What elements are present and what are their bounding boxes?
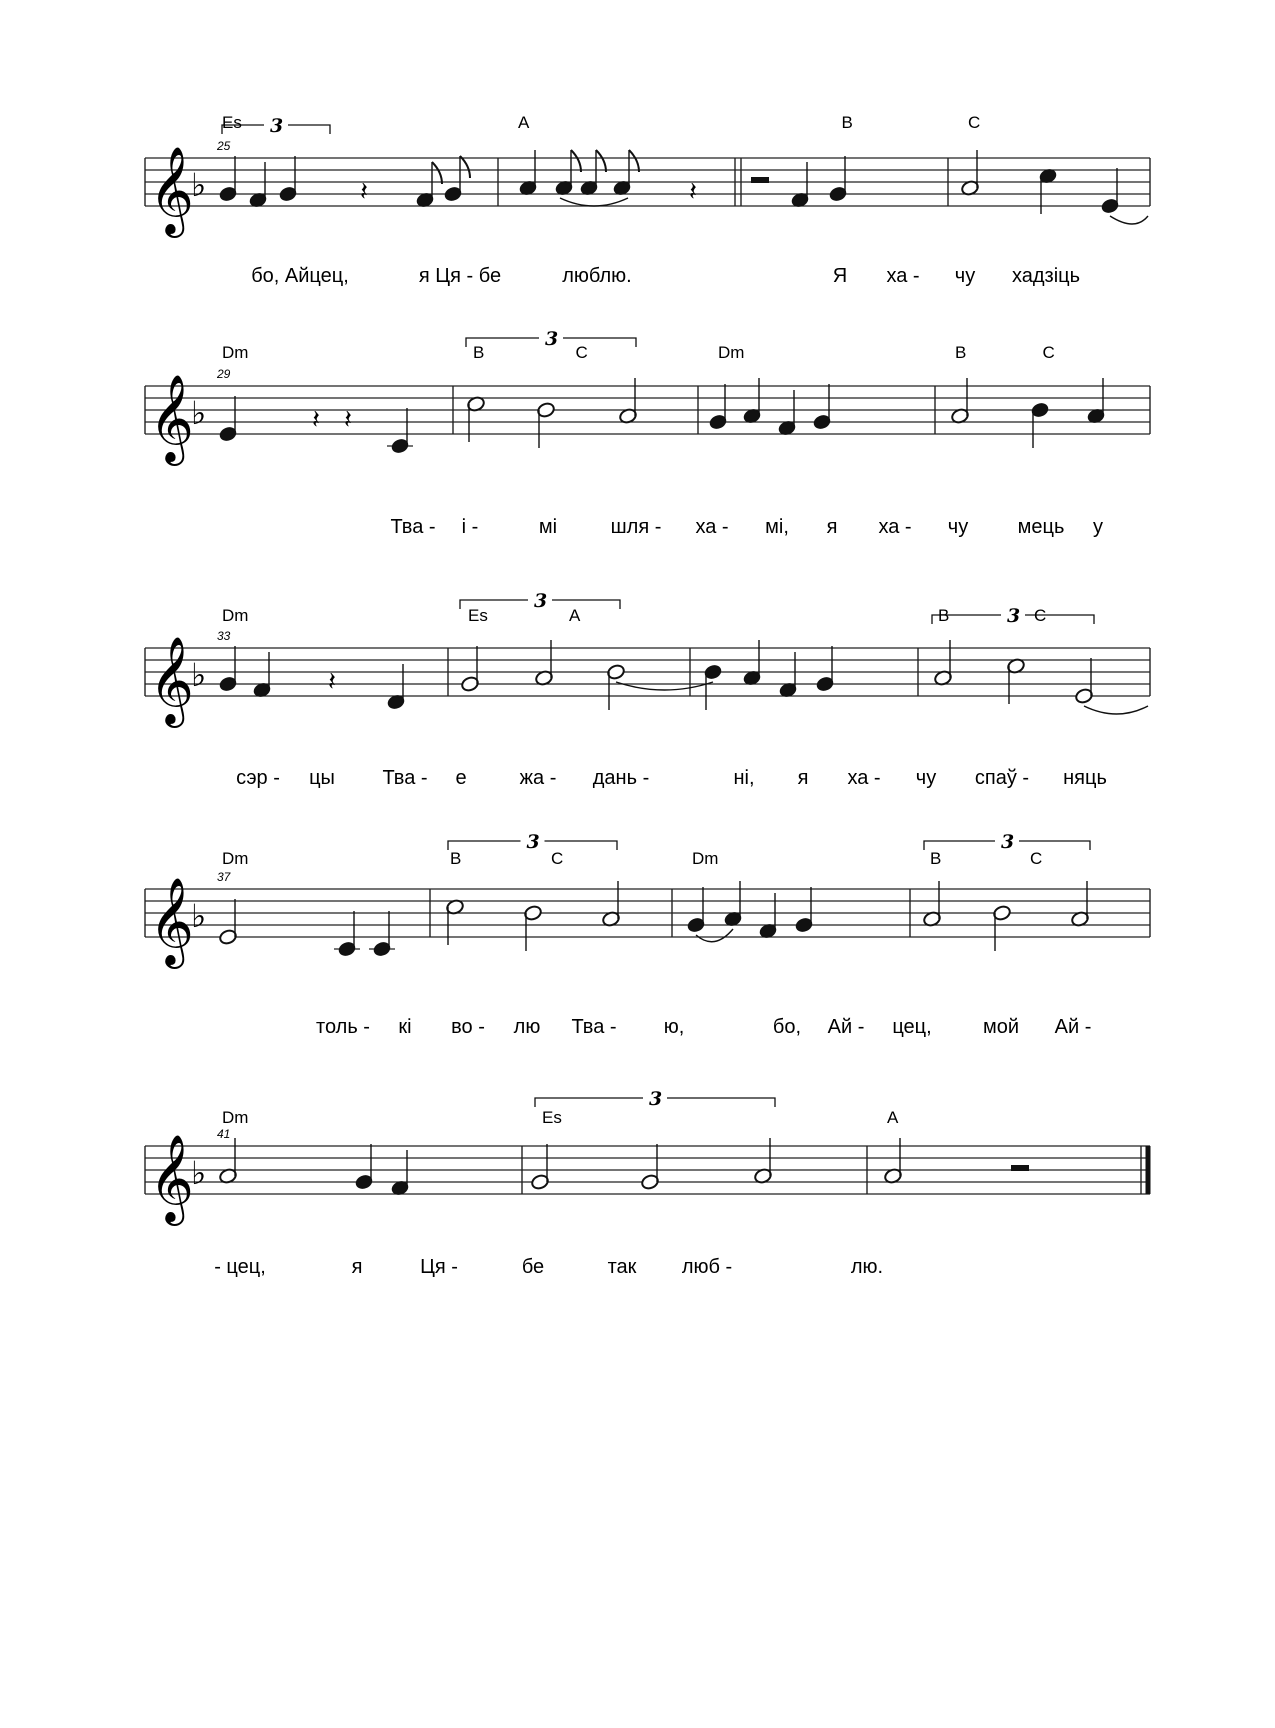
lyric-syllable: дань - bbox=[592, 767, 650, 789]
chord-symbol: Es bbox=[222, 113, 242, 132]
half-rest bbox=[751, 177, 769, 183]
chord-symbol: C bbox=[1030, 849, 1043, 868]
chord-symbol: Dm bbox=[222, 343, 249, 362]
flat-key-signature: ♭ bbox=[191, 1154, 207, 1192]
chord-symbol: C bbox=[575, 343, 588, 362]
chord-symbol: B bbox=[841, 113, 853, 132]
lyric-syllable: во - bbox=[451, 1016, 485, 1038]
tuplet-label: 3 bbox=[534, 590, 548, 612]
chord-symbol: B bbox=[955, 343, 967, 362]
tie-slur bbox=[560, 198, 628, 206]
tie-slur bbox=[1110, 216, 1148, 224]
chord-symbol: A bbox=[569, 606, 581, 625]
lyric-syllable: чу bbox=[915, 767, 937, 789]
quarter-rest: 𝄽 bbox=[360, 177, 368, 207]
lyric-syllable: лю bbox=[513, 1016, 541, 1038]
lyric-syllable: цы bbox=[309, 767, 335, 789]
chord-symbol: A bbox=[518, 113, 530, 132]
lyric-syllable: сэр - bbox=[236, 767, 280, 789]
treble-clef: 𝄞 bbox=[149, 1133, 194, 1222]
lyric-syllable: - цец, bbox=[214, 1256, 266, 1278]
quarter-rest: 𝄽 bbox=[689, 177, 697, 207]
chord-symbol: Dm bbox=[222, 606, 249, 625]
note-flag bbox=[629, 150, 639, 172]
tie-slur bbox=[696, 929, 733, 942]
chord-symbol: C bbox=[1042, 343, 1055, 362]
measure-number: 25 bbox=[217, 139, 231, 153]
lyric-syllable: люблю. bbox=[562, 265, 632, 287]
lyric-syllable: жа - bbox=[519, 767, 557, 789]
note-flag bbox=[596, 150, 606, 172]
lyric-syllable: мі bbox=[538, 516, 558, 538]
note-flag bbox=[460, 156, 470, 178]
lyric-syllable: мець bbox=[1017, 516, 1065, 538]
half-rest bbox=[1011, 1165, 1029, 1171]
quarter-rest: 𝄽 bbox=[344, 405, 352, 435]
chord-symbol: C bbox=[968, 113, 981, 132]
quarter-rest: 𝄽 bbox=[328, 667, 336, 697]
tuplet-label: 3 bbox=[1001, 831, 1015, 853]
lyric-syllable: няць bbox=[1063, 767, 1107, 789]
measure-number: 29 bbox=[217, 367, 231, 381]
flat-key-signature: ♭ bbox=[191, 394, 207, 432]
lyric-syllable: мі, bbox=[765, 516, 789, 538]
lyric-syllable: Ай - bbox=[827, 1016, 865, 1038]
chord-symbol: B bbox=[930, 849, 942, 868]
chord-symbol: B bbox=[450, 849, 462, 868]
treble-clef: 𝄞 bbox=[149, 635, 194, 724]
lyric-syllable: бе bbox=[521, 1256, 545, 1278]
lyric-syllable: Ця - bbox=[420, 1256, 458, 1278]
chord-symbol: Dm bbox=[718, 343, 745, 362]
lyric-syllable: бо, bbox=[772, 1016, 802, 1038]
tuplet-label: 3 bbox=[270, 115, 284, 137]
lyric-syllable: ха - bbox=[695, 516, 729, 538]
lyric-syllable: Ай - bbox=[1054, 1016, 1092, 1038]
tuplet-label: 3 bbox=[545, 328, 559, 350]
lyric-syllable: чу bbox=[947, 516, 969, 538]
measure-number: 33 bbox=[217, 629, 231, 643]
chord-symbol: Dm bbox=[222, 1108, 249, 1127]
lyric-syllable: ні, bbox=[733, 767, 755, 789]
lyric-syllable: Тва - bbox=[382, 767, 428, 789]
lyric-syllable: Тва - bbox=[571, 1016, 617, 1038]
lyric-syllable: так bbox=[607, 1256, 637, 1278]
lyric-syllable: цец, bbox=[892, 1016, 932, 1038]
treble-clef: 𝄞 bbox=[149, 145, 194, 234]
lyric-syllable: у bbox=[1093, 516, 1103, 538]
lyric-syllable: я bbox=[826, 516, 838, 538]
lyric-syllable: ха - bbox=[878, 516, 912, 538]
note-flag bbox=[571, 150, 581, 172]
tie-slur bbox=[616, 682, 713, 690]
lyric-syllable: хадзіць bbox=[1011, 265, 1081, 287]
lyric-syllable: ха - bbox=[886, 265, 920, 287]
lyric-syllable: Тва - bbox=[390, 516, 436, 538]
note-flag bbox=[432, 162, 442, 184]
flat-key-signature: ♭ bbox=[191, 166, 207, 204]
measure-number: 37 bbox=[217, 870, 231, 884]
tuplet-label: 3 bbox=[649, 1088, 663, 1110]
lyric-syllable: е bbox=[455, 767, 467, 789]
lyric-syllable: кі bbox=[398, 1016, 412, 1038]
tuplet-label: 3 bbox=[526, 831, 540, 853]
measure-number: 41 bbox=[217, 1127, 231, 1141]
lyric-syllable: лю. bbox=[850, 1256, 884, 1278]
flat-key-signature: ♭ bbox=[191, 656, 207, 694]
flat-key-signature: ♭ bbox=[191, 897, 207, 935]
chord-symbol: C bbox=[551, 849, 564, 868]
lyric-syllable: і - bbox=[461, 516, 479, 538]
chord-symbol: Es bbox=[542, 1108, 562, 1127]
lyric-syllable: Я bbox=[832, 265, 848, 287]
lyric-syllable: я bbox=[351, 1256, 363, 1278]
tuplet-label: 3 bbox=[1007, 605, 1021, 627]
lyric-syllable: я Ця - бе bbox=[418, 265, 502, 287]
lyric-syllable: шля - bbox=[610, 516, 662, 538]
chord-symbol: C bbox=[1034, 606, 1047, 625]
lyric-syllable: спаў - bbox=[974, 767, 1030, 789]
lyric-syllable: люб - bbox=[681, 1256, 733, 1278]
chord-symbol: B bbox=[938, 606, 950, 625]
lyric-syllable: мой bbox=[982, 1016, 1020, 1038]
chord-symbol: B bbox=[473, 343, 485, 362]
lyric-syllable: я bbox=[797, 767, 809, 789]
lyric-syllable: ю, bbox=[663, 1016, 685, 1038]
treble-clef: 𝄞 bbox=[149, 373, 194, 462]
chord-symbol: Dm bbox=[692, 849, 719, 868]
lyric-syllable: ха - bbox=[847, 767, 881, 789]
lyric-syllable: бо, Айцец, bbox=[251, 265, 349, 287]
chord-symbol: A bbox=[887, 1108, 899, 1127]
chord-symbol: Dm bbox=[222, 849, 249, 868]
quarter-rest: 𝄽 bbox=[312, 405, 320, 435]
lyric-syllable: толь - bbox=[316, 1016, 370, 1038]
lyric-syllable: чу bbox=[954, 265, 976, 287]
treble-clef: 𝄞 bbox=[149, 876, 194, 965]
tie-slur bbox=[1084, 706, 1148, 714]
chord-symbol: Es bbox=[468, 606, 488, 625]
